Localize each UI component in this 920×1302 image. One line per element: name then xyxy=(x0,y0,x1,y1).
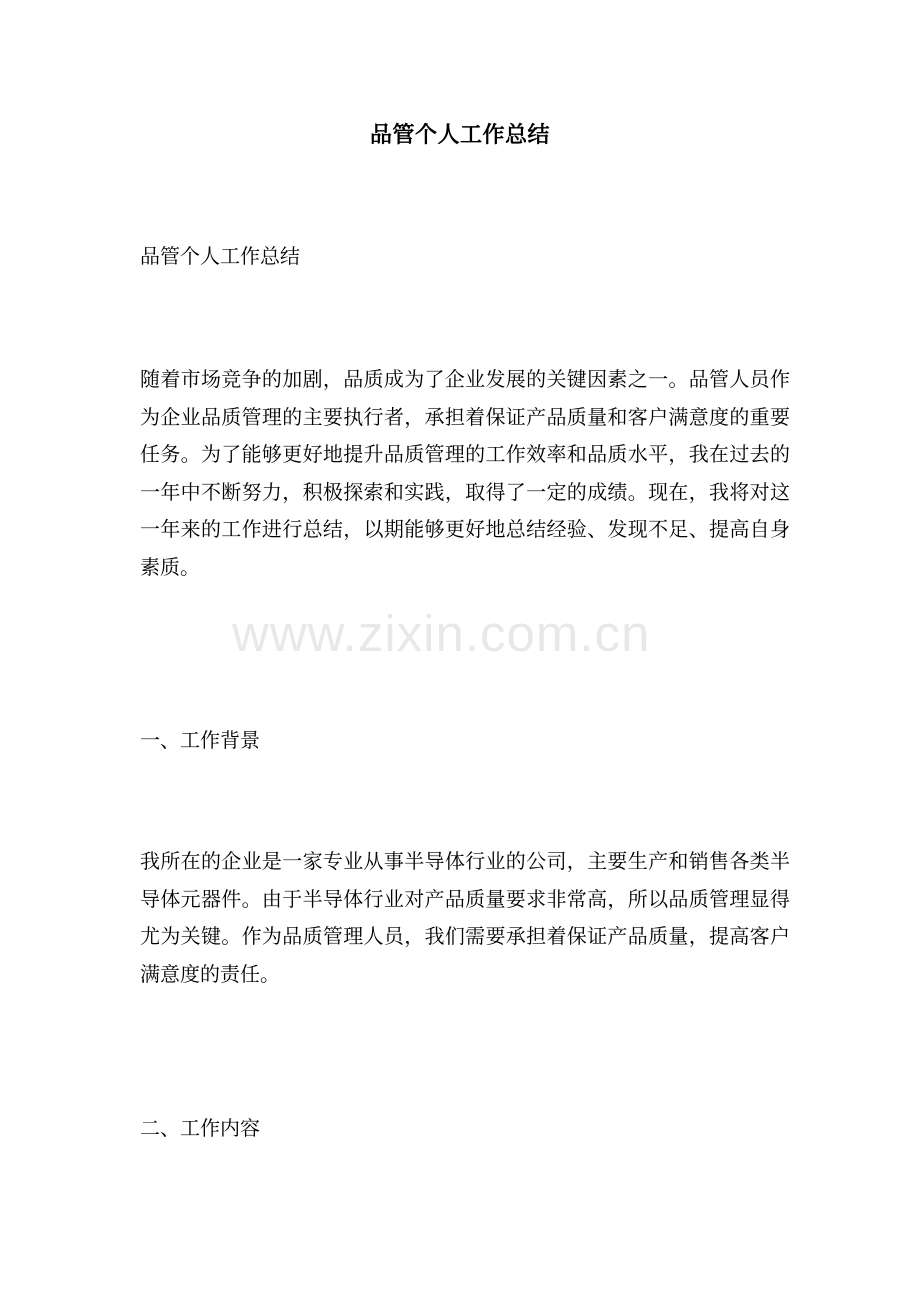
paragraph-intro: 随着市场竞争的加剧，品质成为了企业发展的关键因素之一。品管人员作为企业品质管理的主要执行者，承担着保证产品质量和客户满意度的重要任务。为了能够更好地提升品质管理的工作效率和品质水平，我在过去的一年中不断努力，积极探索和实践，取得了一定的成绩。现在，我将对这一年来的工作进行总结，以期能够更好地总结经验、发现不足、提高自身素质。 xyxy=(140,367,790,579)
section-heading-content: 二、工作内容 xyxy=(140,1116,260,1140)
section-heading-background: 一、工作背景 xyxy=(140,728,260,752)
document-title: 品管个人工作总结 xyxy=(369,123,550,148)
document-subtitle: 品管个人工作总结 xyxy=(140,244,300,268)
watermark: www.zixin.com.cn xyxy=(232,605,651,662)
paragraph-background: 我所在的企业是一家专业从事半导体行业的公司，主要生产和销售各类半导体元器件。由于半导体行业对产品质量要求非常高，所以品质管理显得尤为关键。作为品质管理人员，我们需要承担着保证产品质量，提高客户满意度的责任。 xyxy=(140,849,790,986)
